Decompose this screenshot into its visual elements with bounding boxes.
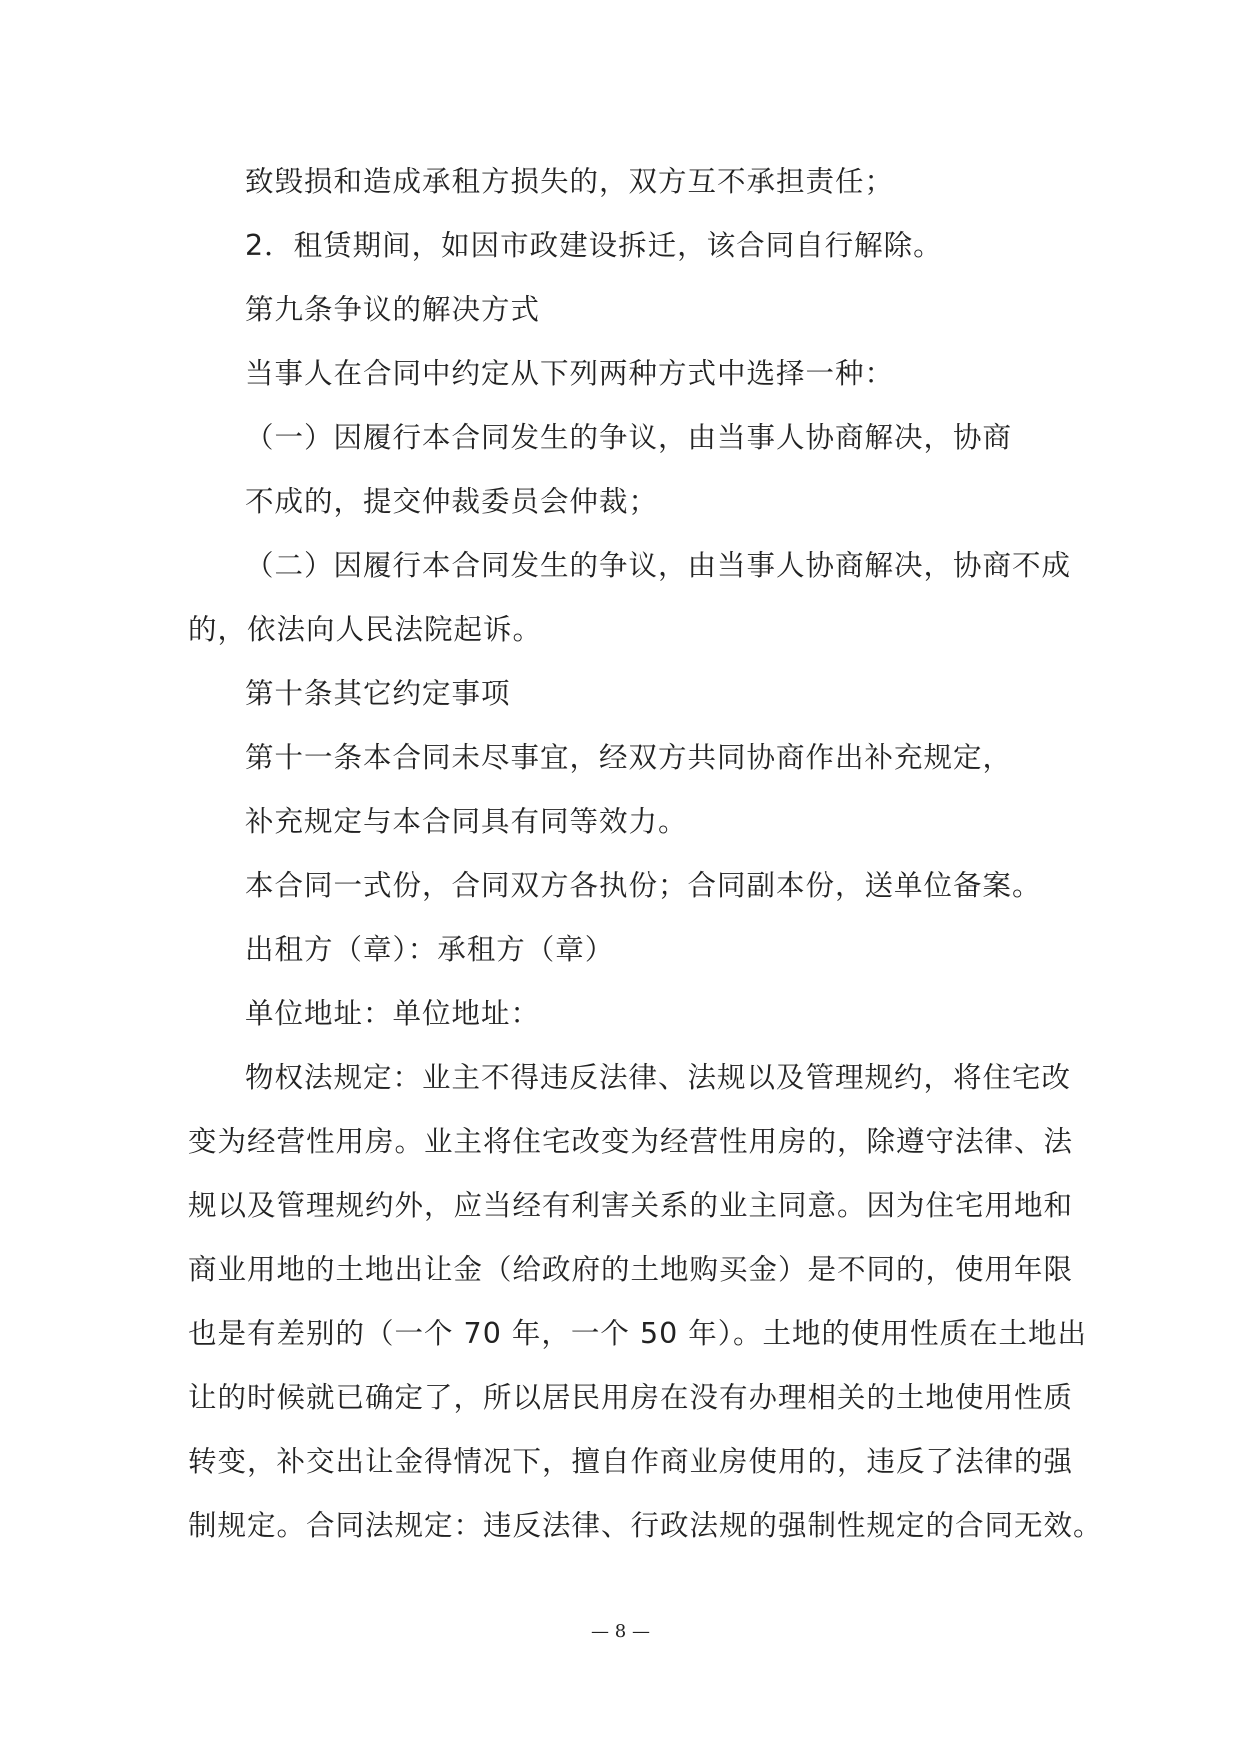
text-line: 变为经营性用房。业主将住宅改变为经营性用房的，除遵守法律、法	[188, 1125, 1074, 1158]
text-line: 不成的，提交仲裁委员会仲裁；	[245, 485, 659, 518]
text-line: 2．租赁期间，如因市政建设拆迁，该合同自行解除。	[245, 229, 943, 262]
section-heading: 第九条争议的解决方式	[245, 293, 541, 326]
text-line: （一）因履行本合同发生的争议，由当事人协商解决，协商	[245, 421, 1013, 454]
signature-line: 出租方（章）：承租方（章）	[245, 933, 615, 966]
page-number: — 8 —	[591, 1621, 650, 1642]
text-line: 也是有差别的（一个 70 年，一个 50 年）。土地的使用性质在土地出	[188, 1317, 1088, 1350]
text-line: （二）因履行本合同发生的争议，由当事人协商解决，协商不成	[245, 549, 1072, 582]
text-line: 制规定。合同法规定：违反法律、行政法规的强制性规定的合同无效。	[188, 1509, 1103, 1542]
text-line: 第十一条本合同未尽事宜，经双方共同协商作出补充规定，	[245, 741, 1013, 774]
text-line: 致毁损和造成承租方损失的，双方互不承担责任；	[245, 165, 895, 198]
text-line: 转变，补交出让金得情况下，擅自作商业房使用的，违反了法律的强	[188, 1445, 1074, 1478]
text-line: 本合同一式份，合同双方各执份；合同副本份，送单位备案。	[245, 869, 1042, 902]
text-line: 让的时候就已确定了，所以居民用房在没有办理相关的土地使用性质	[188, 1381, 1074, 1414]
section-heading: 第十条其它约定事项	[245, 677, 511, 710]
text-line: 物权法规定：业主不得违反法律、法规以及管理规约，将住宅改	[245, 1061, 1072, 1094]
address-line: 单位地址：单位地址：	[245, 997, 541, 1030]
text-line: 当事人在合同中约定从下列两种方式中选择一种：	[245, 357, 895, 390]
text-line: 规以及管理规约外，应当经有利害关系的业主同意。因为住宅用地和	[188, 1189, 1074, 1222]
text-line: 商业用地的土地出让金（给政府的土地购买金）是不同的，使用年限	[188, 1253, 1074, 1286]
text-line: 的，依法向人民法院起诉。	[188, 613, 543, 646]
text-line: 补充规定与本合同具有同等效力。	[245, 805, 688, 838]
